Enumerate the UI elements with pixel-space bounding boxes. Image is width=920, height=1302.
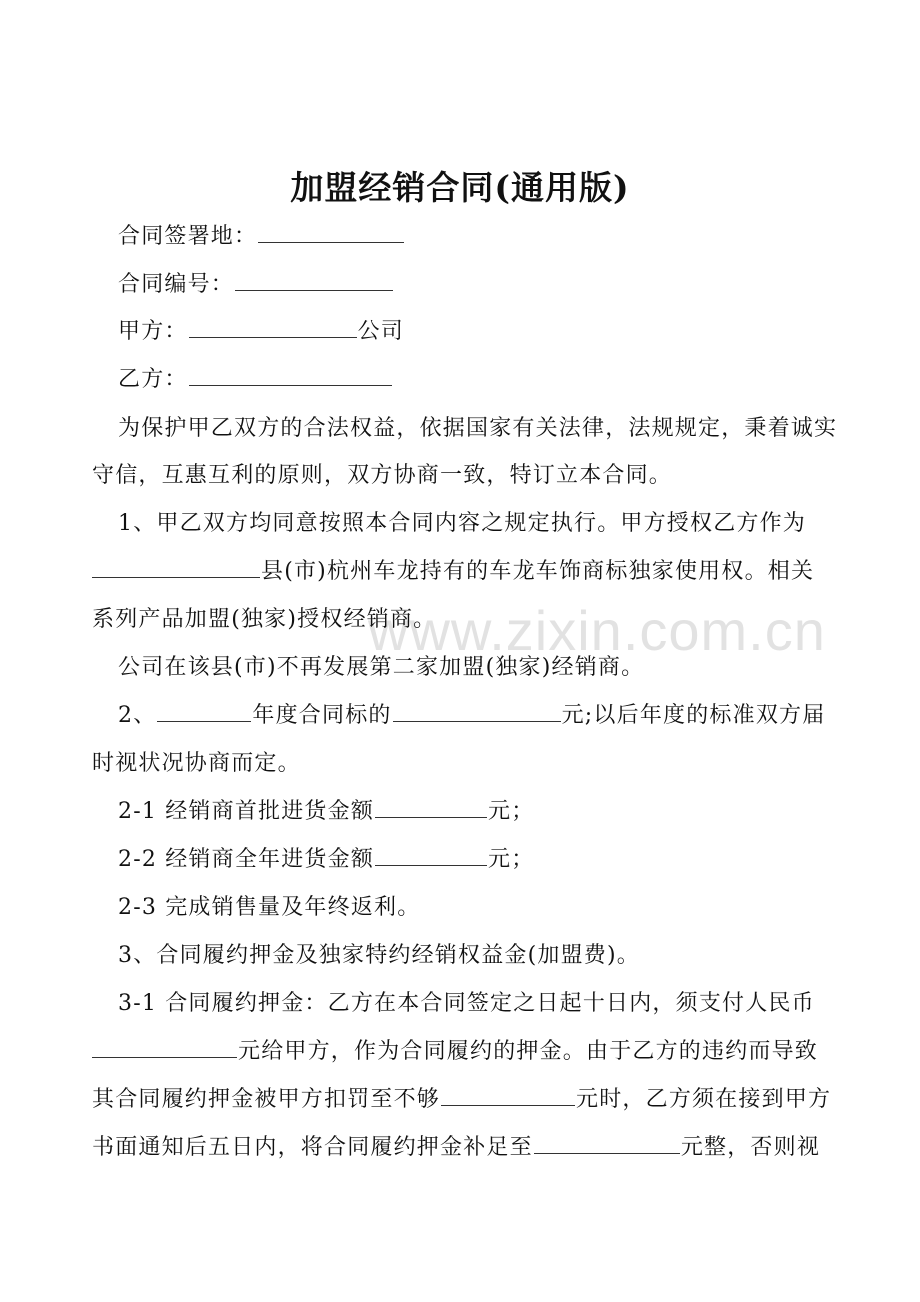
deposit-topup-blank[interactable] [534, 1133, 680, 1154]
paragraph-line [92, 1085, 831, 1115]
text: 乙方： [118, 367, 188, 392]
text: 公司 [357, 319, 405, 344]
text: 元； [488, 847, 535, 872]
text: 元;以后年度的标准双方届 [561, 703, 826, 728]
paragraph-line [118, 701, 825, 731]
text: 甲方： [118, 319, 188, 344]
party-a-line [118, 317, 404, 347]
text: 元整，否则视 [680, 1135, 821, 1160]
target-amount-blank[interactable] [393, 701, 561, 722]
paragraph-line: 时视状况协商而定。 [92, 751, 301, 776]
county-blank[interactable] [92, 557, 260, 578]
paragraph-line: 3-1 合同履约押金：乙方在本合同签定之日起十日内，须支付人民币 [118, 991, 815, 1016]
paragraph-line: 为保护甲乙双方的合法权益，依据国家有关法律，法规规定，秉着诚实 [118, 416, 838, 441]
text: 2、 [118, 703, 157, 728]
paragraph-line: 1、甲乙双方均同意按照本合同内容之规定执行。甲方授权乙方作为 [118, 511, 806, 536]
paragraph-line: 系列产品加盟(独家)授权经销商。 [92, 607, 437, 632]
text: 县(市)杭州车龙持有的车龙车饰商标独家使用权。相关 [261, 559, 815, 584]
text: 2-2 经销商全年进货金额 [118, 847, 375, 872]
paragraph-line [92, 1133, 820, 1163]
annual-purchase-blank[interactable] [375, 845, 487, 866]
paragraph-line [92, 557, 814, 587]
year-blank[interactable] [157, 701, 251, 722]
contract-number-line [118, 270, 394, 300]
signing-place-line [118, 222, 405, 252]
paragraph-line: 守信，互惠互利的原则，双方协商一致，特订立本合同。 [92, 463, 673, 488]
text: 合同编号： [118, 272, 235, 297]
contract-number-blank[interactable] [235, 270, 393, 291]
text: 2-1 经销商首批进货金额 [118, 799, 375, 824]
text: 元给甲方，作为合同履约的押金。由于乙方的违约而导致 [238, 1039, 819, 1064]
text: 书面通知后五日内，将合同履约押金补足至 [92, 1135, 533, 1160]
text: 元时，乙方须在接到甲方 [576, 1087, 832, 1112]
text: 年度合同标的 [252, 703, 392, 728]
party-b-line [118, 365, 393, 395]
paragraph-line [118, 797, 534, 827]
document-title: 加盟经销合同(通用版) [290, 168, 630, 207]
paragraph-line: 公司在该县(市)不再发展第二家加盟(独家)经销商。 [118, 655, 645, 680]
text: 合同签署地： [118, 224, 258, 249]
text: 其合同履约押金被甲方扣罚至不够 [92, 1087, 441, 1112]
paragraph-line: 3、合同履约押金及独家特约经销权益金(加盟费)。 [118, 943, 640, 968]
deposit-minimum-blank[interactable] [441, 1085, 575, 1106]
paragraph-line [92, 1037, 818, 1067]
text: 元； [488, 799, 535, 824]
signing-place-blank[interactable] [258, 222, 404, 243]
party-b-blank[interactable] [189, 365, 392, 386]
party-a-blank[interactable] [189, 317, 357, 338]
paragraph-line [118, 845, 534, 875]
first-purchase-blank[interactable] [375, 797, 487, 818]
watermark: www.zixin.com.cn [368, 599, 826, 662]
deposit-blank[interactable] [92, 1037, 237, 1058]
paragraph-line: 2-3 完成销售量及年终返利。 [118, 895, 421, 920]
